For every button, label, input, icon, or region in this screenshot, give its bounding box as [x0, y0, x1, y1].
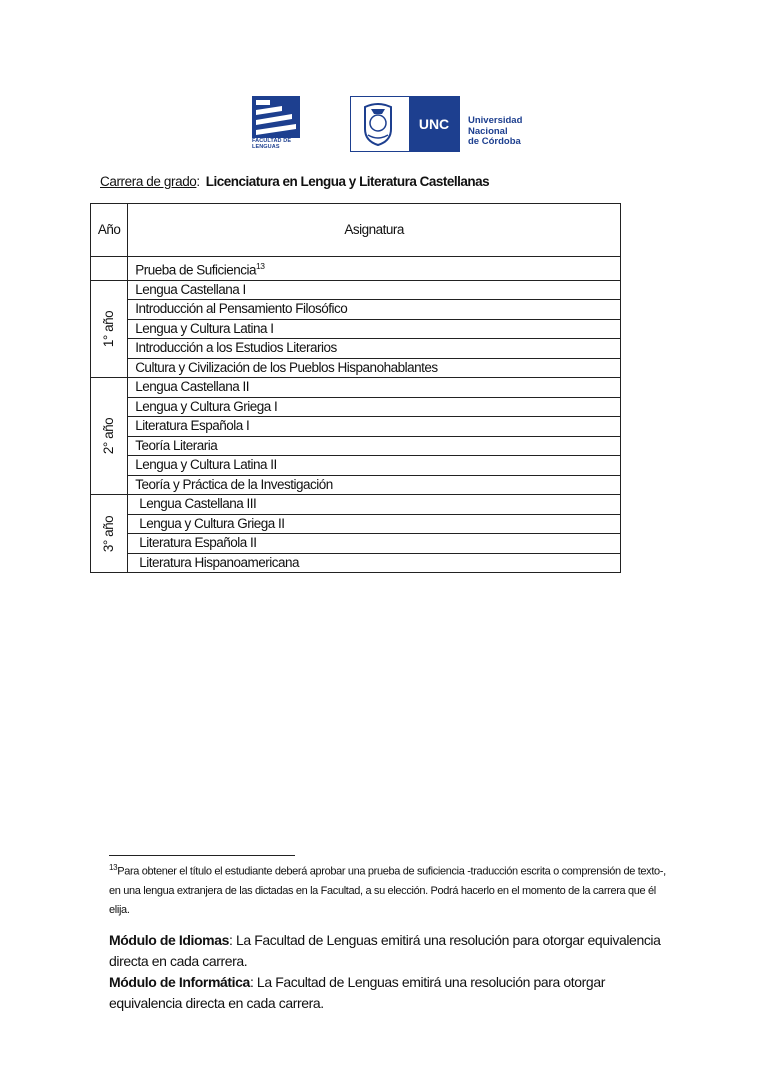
carrera-heading — [100, 174, 489, 189]
footnote-divider — [109, 855, 295, 856]
subject-cell: Teoría y Práctica de la Investigación — [128, 475, 621, 495]
footnote-text: Para obtener el título el estudiante deberá aprobar una prueba de suficiencia -traducción escrita o comprensión de texto-, en una lengua extranjera de las dictadas en la Facultad, a su elección. Podrá hacerlo en el momento de la carrera que él elija. — [109, 865, 666, 916]
table-row — [91, 300, 621, 320]
subject-cell: Cultura y Civilización de los Pueblos Hispanohablantes — [128, 358, 621, 378]
modulo-title: Módulo de Idiomas — [109, 932, 229, 948]
modulo-text: : La Facultad de Lenguas emitirá una resolución para otorgar equivalencia directa en cada carrera. — [109, 932, 661, 969]
subject-cell: Teoría Literaria — [128, 436, 621, 456]
subject-column-header: Asignatura — [128, 204, 621, 257]
year-cell — [91, 280, 128, 378]
subject-cell: Lengua y Cultura Griega I — [128, 397, 621, 417]
subject-cell: Literatura Española I — [128, 417, 621, 437]
table-row — [91, 456, 621, 476]
table-row — [91, 257, 621, 281]
table-row — [91, 534, 621, 554]
modulo-informatica — [109, 972, 669, 1014]
footnote-number: 13 — [109, 863, 118, 872]
table-header-row — [91, 204, 621, 257]
header-logos — [252, 96, 542, 154]
carrera-title: Licenciatura en Lengua y Literatura Castellanas — [205, 174, 490, 189]
subject-cell: Literatura Española II — [128, 534, 621, 554]
year-label: 1° año — [101, 310, 117, 347]
facultad-de-lenguas-logo — [252, 96, 302, 152]
table-row — [91, 514, 621, 534]
footnote — [109, 858, 669, 920]
modulo-idiomas — [109, 930, 669, 972]
year-label: 2° año — [101, 417, 117, 455]
unc-shield-icon — [353, 99, 403, 149]
unc-name-line: Nacional — [468, 125, 508, 137]
table-row — [91, 378, 621, 398]
footnote-ref: 13 — [256, 261, 265, 271]
modulo-title: Módulo de Informática — [109, 974, 250, 990]
unc-label: UNC — [409, 97, 459, 151]
year-cell — [91, 378, 128, 495]
faculty-logo-text: FACULTAD DE LENGUAS — [252, 138, 292, 150]
subject-cell: Lengua Castellana II — [128, 378, 621, 398]
modulos-section — [109, 930, 669, 1014]
table-row — [91, 358, 621, 378]
subject-cell: Lengua y Cultura Latina I — [128, 319, 621, 339]
subject-cell: Introducción a los Estudios Literarios — [128, 339, 621, 359]
prueba-cell — [128, 257, 621, 281]
table-row — [91, 319, 621, 339]
carrera-label: Carrera de grado — [100, 174, 197, 189]
subject-cell: Lengua y Cultura Griega II — [128, 514, 621, 534]
table-row — [91, 475, 621, 495]
subject-cell: Lengua Castellana III — [128, 495, 621, 515]
year-cell-empty — [91, 257, 128, 281]
unc-logo — [350, 96, 460, 152]
table-row — [91, 417, 621, 437]
year-cell — [91, 495, 128, 573]
subject-cell: Literatura Hispanoamericana — [128, 553, 621, 573]
unc-name-line: de Córdoba — [468, 136, 521, 147]
year-column-header: Año — [91, 204, 128, 257]
carrera-colon: : — [196, 174, 200, 189]
table-row — [91, 436, 621, 456]
modulo-text: : La Facultad de Lenguas emitirá una resolución para otorgar equivalencia directa en cada carrera. — [109, 974, 605, 1011]
table-row — [91, 397, 621, 417]
table-row — [91, 280, 621, 300]
table-row — [91, 553, 621, 573]
table-row — [91, 495, 621, 515]
table-row — [91, 339, 621, 359]
subjects-table — [90, 203, 621, 573]
subject-cell: Lengua y Cultura Latina II — [128, 456, 621, 476]
year-label: 3° año — [101, 515, 117, 552]
unc-name — [468, 116, 522, 148]
prueba-label: Prueba de Suficiencia — [135, 262, 257, 278]
subject-cell: Lengua Castellana I — [128, 280, 621, 300]
subject-cell: Introducción al Pensamiento Filosófico — [128, 300, 621, 320]
unc-name-line: Universidad — [468, 115, 523, 126]
